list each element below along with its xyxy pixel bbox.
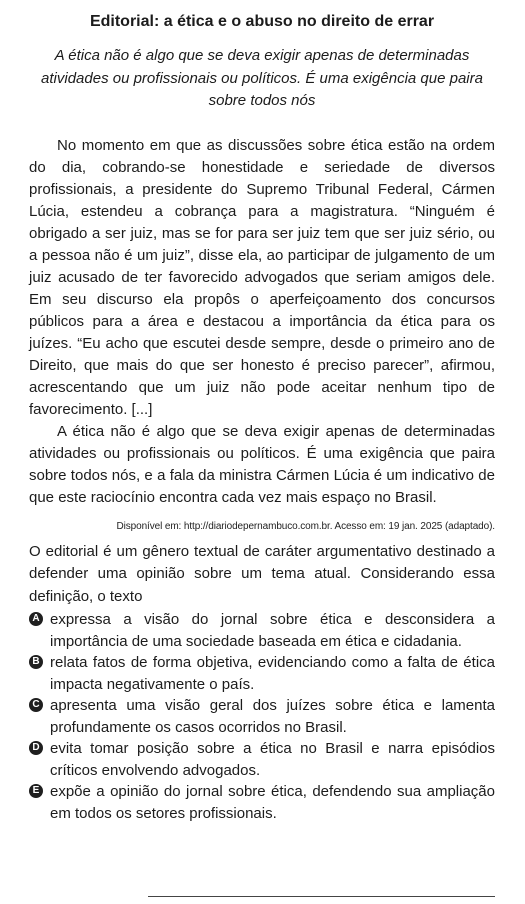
option-letter-badge: B xyxy=(29,655,43,669)
answer-options xyxy=(29,609,495,824)
option-letter-badge: D xyxy=(29,741,43,755)
editorial-paragraph-2: A ética não é algo que se deva exigir apenas de determinadas atividades ou profissionais ou políticos. É uma exigência que paira sobre todos nós, e a fala da ministra Cármen Lúcia é um indicativo de que este raciocínio encontra cada vez mais espaço no Brasil. xyxy=(29,422,495,506)
source-citation: Disponível em: http://diariodepernambuco.com.br. Acesso em: 19 jan. 2025 (adaptado). xyxy=(116,520,495,532)
option-letter-badge: A xyxy=(29,612,43,626)
editorial-subtitle: A ética não é algo que se deva exigir apenas de determinadas atividades ou profissionais ou políticos. É uma exigência que paira sobre todos nós xyxy=(41,47,483,109)
option-text: relata fatos de forma objetiva, evidenciando como a falta de ética impacta negativamente o país. xyxy=(50,654,495,693)
editorial-title: Editorial: a ética e o abuso no direito de errar xyxy=(89,13,435,30)
option-text: apresenta uma visão geral dos juízes sobre ética e lamenta profundamente os casos ocorridos no Brasil. xyxy=(50,697,495,736)
bottom-divider xyxy=(148,896,495,897)
option-letter-badge: C xyxy=(29,698,43,712)
question-stem: O editorial é um gênero textual de caráter argumentativo destinado a defender uma opinião sobre um tema atual. Considerando essa definição, o texto xyxy=(29,542,495,605)
option-d[interactable] xyxy=(29,738,495,781)
option-b[interactable] xyxy=(29,652,495,695)
option-c[interactable] xyxy=(29,695,495,738)
option-e[interactable] xyxy=(29,781,495,824)
option-text: expõe a opinião do jornal sobre ética, defendendo sua ampliação em todos os setores profissionais. xyxy=(50,783,495,822)
option-letter-badge: E xyxy=(29,784,43,798)
option-text: expressa a visão do jornal sobre ética e desconsidera a importância de uma sociedade baseada em ética e cidadania. xyxy=(50,611,495,650)
editorial-paragraph-1: No momento em que as discussões sobre ética estão na ordem do dia, cobrando-se honestidade e seriedade de diversos profissionais, a presidente do Supremo Tribunal Federal, Cármen Lúcia, estendeu a cobrança para a magistratura. “Ninguém é obrigado a ser juiz, mas se for para ser juiz tem que ser juiz sério, ou a pessoa não é um juiz”, disse ela, ao participar de julgamento de um juiz acusado de ter favorecido advogados que seriam amigos dele. Em seu discurso ela propôs o aperfeiçoamento dos concursos públicos para a área e destacou a importância da ética para os juízes. “Eu acho que escutei desde sempre, desde o primeiro ano de Direito, que mais do que ser honesto é preciso parecer”, afirmou, acrescentando que um juiz não pode aceitar nenhum tipo de favorecimento. [...] xyxy=(29,136,495,418)
option-a[interactable] xyxy=(29,609,495,652)
option-text: evita tomar posição sobre a ética no Brasil e narra episódios críticos envolvendo advogados. xyxy=(50,740,495,779)
